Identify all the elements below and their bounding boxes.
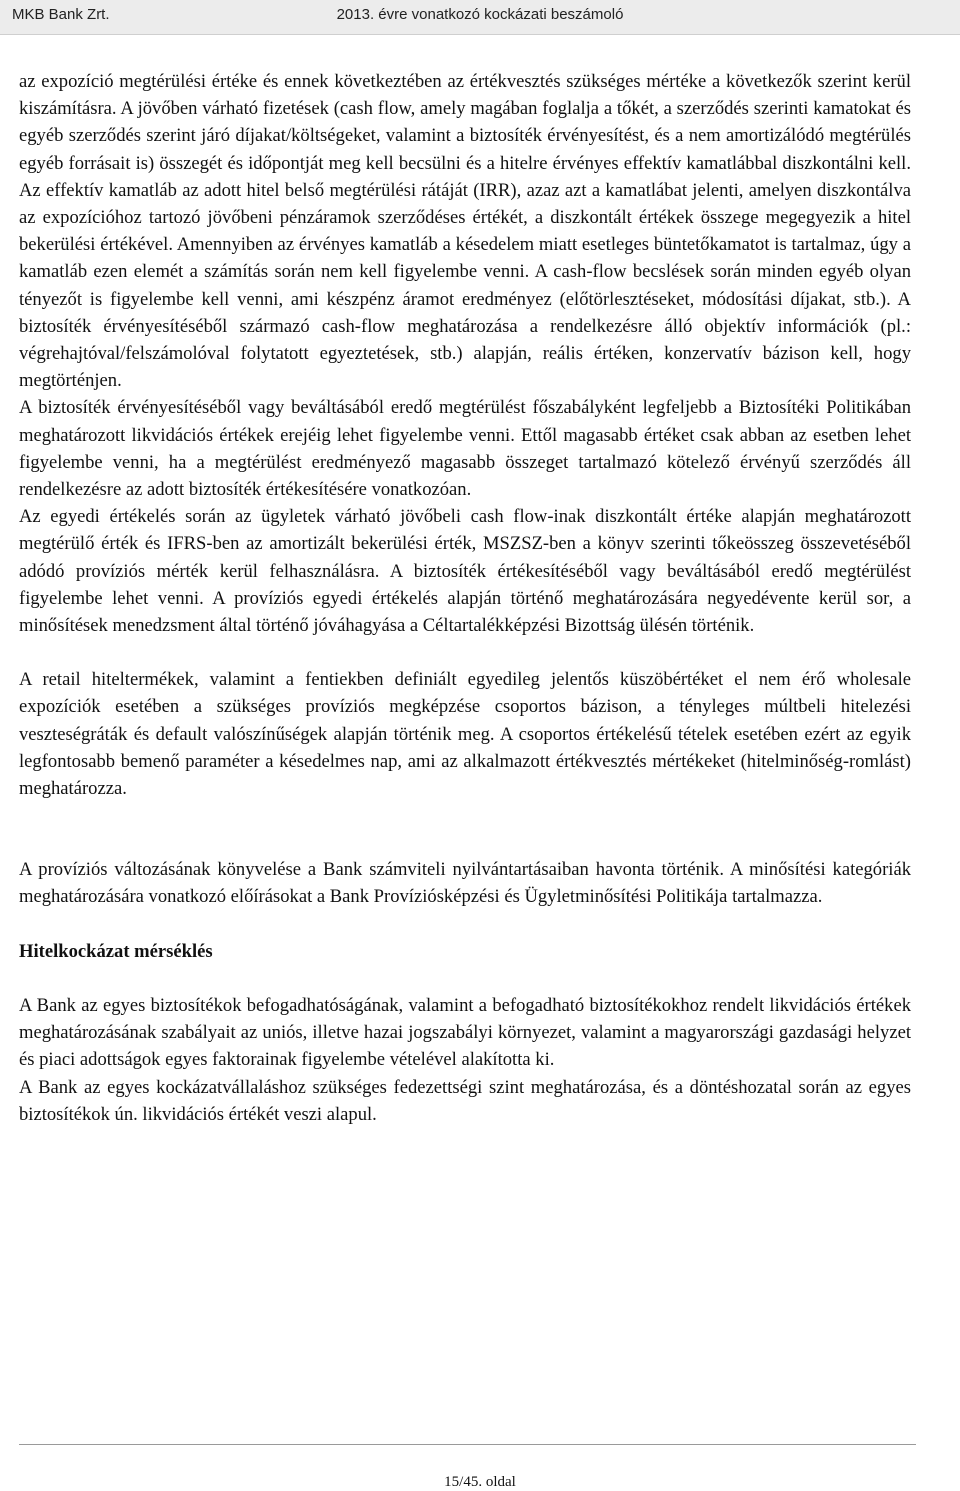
paragraph-retail-group-assessment: A retail hiteltermékek, valamint a fentiekben definiált egyedileg jelentős küszöbértéket el nem érő wholesale expozíciók esetében a szükséges províziós megképzése csoportos bázison, a tényleges múltbeli hitelezési veszteségráták és default valószínűségek alapján történik meg. A csoportos értékelésű tételek esetében ezért az egyik legfontosabb bemenő paraméter a késedelmes nap, ami az alkalmazott értékvesztés mértékeket (hitelminőség-romlást) meghatározza. <box>19 669 911 800</box>
header-title: 2013. évre vonatkozó kockázati beszámoló <box>336 6 624 23</box>
page-number: 15/45. oldal <box>444 1474 516 1490</box>
document-body <box>19 68 911 1128</box>
footer-divider <box>19 1444 916 1445</box>
paragraph-individual-assessment: Az egyedi értékelés során az ügyletek várható jövőbeli cash flow-inak diszkontált értéke alapján meghatározott megtérülő érték és IFRS-ben az amortizált bekerülési érték, MSZSZ-ben a könyv szerinti tőkeösszeg összevetéséből adódó províziós mérték kerül felhasználásra. A biztosíték értékesítéséből vagy beváltásából eredő megtérülést figyelembe lehet venni. A províziós egyedi értékelés alapján történő meghatározására negyedévente kerül sor, a minősítések menedzsment által történő jóváhagyása a Céltartalékképzési Bizottság ülésén történik. <box>19 506 911 637</box>
paragraph-collateral-recovery: A biztosíték érvényesítéséből vagy beváltásából eredő megtérülést főszabályként legfeljebb a Biztosítéki Politikában meghatározott likvidációs értékek erejéig lehet figyelembe venni. Ettől magasabb értéket csak abban az esetben lehet figyelembe venni, ha a megtérülést eredményező magasabb összeget tartalmazó kötelező érvényű szerződés áll rendelkezésre az adott biztosíték értékesítésére vonatkozóan. <box>19 397 911 501</box>
paragraph-collateral-rules: A Bank az egyes biztosítékok befogadhatóságának, valamint a befogadható biztosítékokhoz rendelt likvidációs értékek meghatározásának szabályait az uniós, illetve hazai jogszabályi környezet, valamint a magyarországi gazdasági helyzet és piaci adottságok egyes faktorainak figyelembe vételével alakította ki. <box>19 994 911 1071</box>
paragraph-spacer <box>19 965 911 992</box>
paragraph-spacer <box>19 911 911 938</box>
section-heading: Hitelkockázat mérséklés <box>19 940 213 962</box>
paragraph-cash-flow: az expozíció megtérülési értéke és ennek következtében az értékvesztés szükséges mértéke a következők szerint kerül kiszámításra. A jövőben várható fizetések (cash flow, amely magában foglalja a tőkét, a szerződés szerinti kamatokat és egyéb szerződés szerint járó díjakat/költségeket, valamint a biztosíték érvényesítést, és a nem amortizálódó megtérülés egyéb forrásait is) összegét és időpontját meg kell becsülni és a hitelre érvényes effektív kamatlábbal diszkontálni kell. Az effektív kamatláb az adott hitel belső megtérülési rátáját (IRR), azaz azt a kamatlábat jelenti, amelyen diszkontálva az expozícióhoz tartozó jövőbeni pénzáramok szerződéses értékét, a diszkontált értékek összege megegyezik a hitel bekerülési értékével. Amennyiben az érvényes kamatláb a késedelem miatt esetleges büntetőkamatot is tartalmaz, úgy a kamatláb ezen elemét a számítás során nem kell figyelembe venni. A cash-flow becslések során minden egyéb olyan tényezőt is figyelembe kell venni, ami készpénz áramot eredményez (előtörlesztéseket, módosítási díjakat, stb.). A biztosíték érvényesítéséből származó cash-flow meghatározása a rendelkezésre álló objektív információk (pl.: végrehajtóval/felszámolóval folytatott egyeztetések, stb.) alapján, reális értéken, konzervatív bázison kell, hogy megtörténjen. <box>19 71 911 392</box>
paragraph-spacer <box>19 639 911 666</box>
header-company: MKB Bank Zrt. <box>12 6 110 23</box>
paragraph-provision-booking: A províziós változásának könyvelése a Bank számviteli nyilvántartásaiban havonta történik. A minősítési kategóriák meghatározására vonatkozó előírásokat a Bank Províziósképzési és Ügyletminősítési Politikája tartalmazza. <box>19 859 911 908</box>
paragraph-spacer <box>19 802 911 856</box>
page-header <box>0 0 960 35</box>
paragraph-coverage-level: A Bank az egyes kockázatvállaláshoz szükséges fedezettségi szint meghatározása, és a döntéshozatal során az egyes biztosítékok ún. likvidációs értékét veszi alapul. <box>19 1076 911 1125</box>
